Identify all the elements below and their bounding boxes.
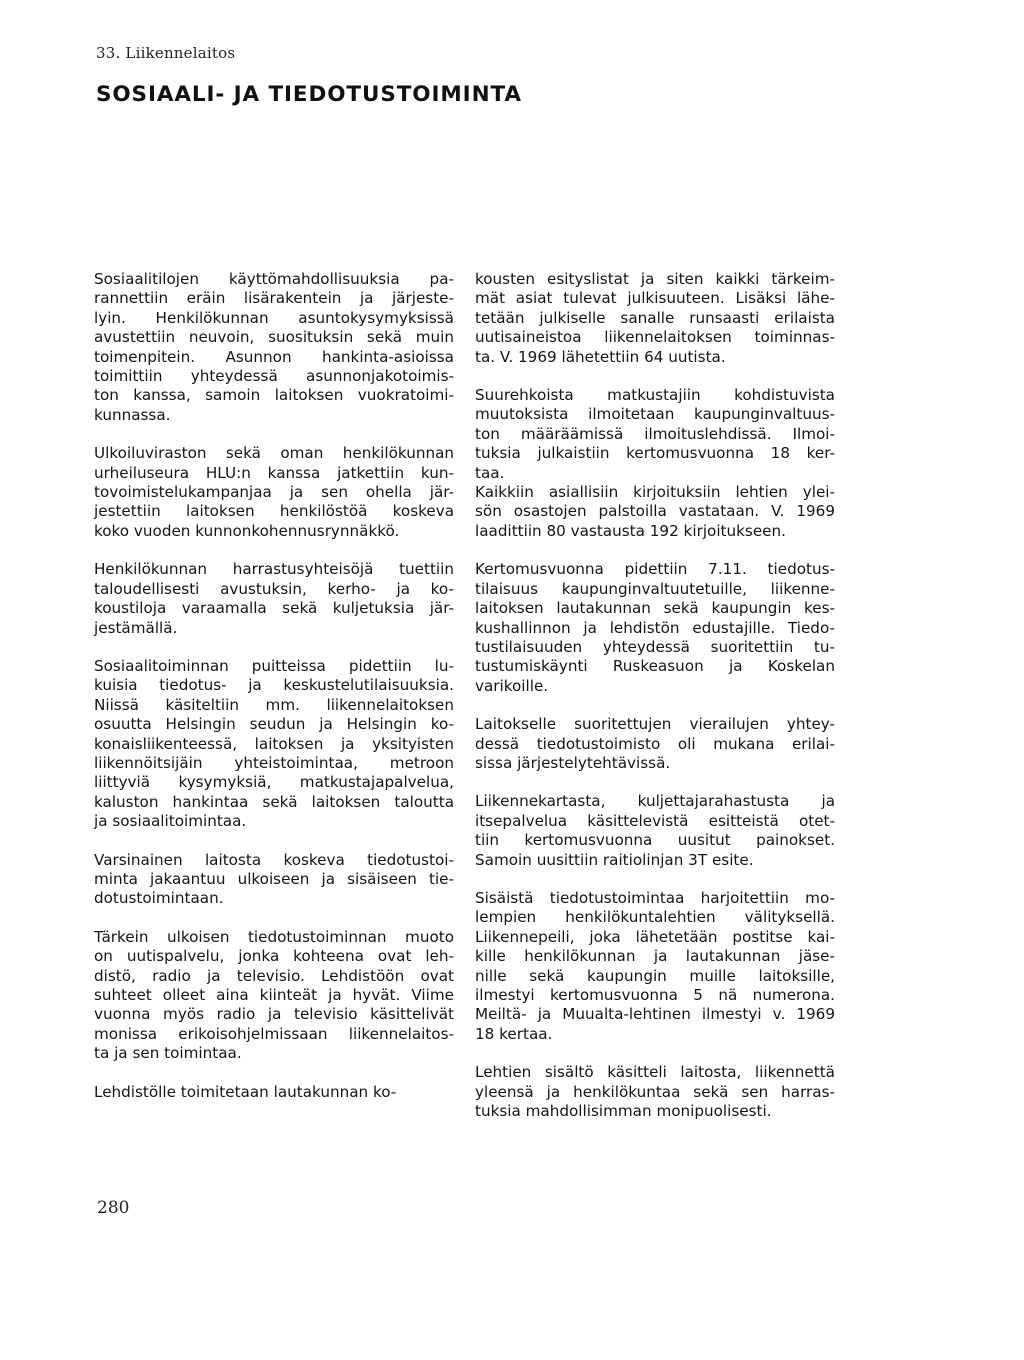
text-line: Kertomusvuonna pidettiin 7.11. tiedotus-: [475, 560, 835, 579]
text-line: toimittiin yhteydessä asunnonjakotoimis-: [94, 367, 454, 386]
text-line: varikoille.: [475, 676, 549, 695]
text-line: dotustoimintaan.: [94, 889, 224, 908]
text-line: ta. V. 1969 lähetettiin 64 uutista.: [475, 347, 726, 366]
text-line: osuutta Helsingin seudun ja Helsingin ko-: [94, 715, 454, 734]
text-line: kille henkilökunnan ja lautakunnan jäse-: [475, 947, 835, 966]
paragraph: [94, 270, 454, 425]
text-line: Liikennekartasta, kuljettajarahastusta ja: [475, 792, 835, 811]
text-line: kunnassa.: [94, 405, 171, 424]
text-line: tustilaisuuden yhteydessä suoritettiin tu-: [475, 637, 835, 656]
paragraph: [475, 1063, 835, 1121]
text-line: Laitokselle suoritettujen vierailujen yhtey-: [475, 715, 835, 734]
text-line: Lehdistölle toimitetaan lautakunnan ko-: [94, 1082, 397, 1101]
paragraph: [94, 928, 454, 1064]
text-line: tuksia mahdollisimman monipuolisesti.: [475, 1102, 772, 1121]
text-line: Lehtien sisältö käsitteli laitosta, liikennettä: [475, 1063, 835, 1082]
paragraph: [475, 270, 835, 367]
text-line: kushallinnon ja lehdistön edustajille. Tiedo-: [475, 618, 835, 637]
paragraph: [475, 483, 835, 541]
text-line: muutoksista ilmoitetaan kaupunginvaltuus-: [475, 405, 835, 424]
text-line: tiin kertomusvuonna uusitut painokset.: [475, 831, 835, 850]
text-line: Suurehkoista matkustajiin kohdistuvista: [475, 386, 835, 405]
text-line: Samoin uusittiin raitiolinjan 3T esite.: [475, 850, 754, 869]
text-line: sön osastojen palstoilla vastataan. V. 1969: [475, 502, 835, 521]
text-line: toimenpitein. Asunnon hankinta-asioissa: [94, 347, 454, 366]
text-line: kousten esityslistat ja siten kaikki tärkeim-: [475, 270, 835, 288]
text-line: itsepalvelua käsittelevistä esitteistä otet-: [475, 811, 835, 830]
text-line: minta jakaantuu ulkoiseen ja sisäiseen tie-: [94, 869, 454, 888]
text-line: jestämällä.: [94, 618, 178, 637]
text-line: tilaisuus kaupunginvaltuutetuille, liikenne-: [475, 579, 835, 598]
right-text-column: [475, 270, 835, 1140]
text-line: sissa järjestelytehtävissä.: [475, 753, 671, 772]
text-line: jestettiin laitoksen henkilöstöä koskeva: [94, 502, 454, 521]
text-line: koustiloja varaamalla sekä kuljetuksia jär-: [94, 599, 454, 618]
text-line: lyin. Henkilökunnan asuntokysymyksissä: [94, 308, 454, 327]
text-line: dessä tiedotustoimisto oli mukana erilai-: [475, 734, 835, 753]
running-head: 33. Liikennelaitos: [96, 44, 236, 62]
text-line: on uutispalvelu, jonka kohteena ovat leh-: [94, 947, 454, 966]
text-line: ilmestyi kertomusvuonna 5 nä numerona.: [475, 986, 835, 1004]
text-line: koko vuoden kunnonkohennusrynnäkkö.: [94, 521, 400, 540]
text-line: tuksia julkaistiin kertomusvuonna 18 ker-: [475, 444, 835, 463]
paragraph: [94, 851, 454, 909]
paragraph: [94, 657, 454, 832]
text-line: mät asiat tulevat julkisuuteen. Lisäksi lähe-: [475, 289, 835, 308]
text-line: Sosiaalitilojen käyttömahdollisuuksia pa-: [94, 270, 454, 288]
text-line: 18 kertaa.: [475, 1024, 553, 1043]
text-line: avustettiin neuvoin, suosituksin sekä muin: [94, 328, 454, 347]
text-line: liittyviä kysymyksiä, matkustajapalvelua,: [94, 773, 454, 792]
text-line: nille sekä kaupungin muille laitoksille,: [475, 966, 835, 985]
text-line: ton määräämissä ilmoituslehdissä. Ilmoi-: [475, 424, 835, 443]
text-line: ton kanssa, samoin laitoksen vuokratoimi-: [94, 386, 454, 405]
text-line: liikennöitsijäin yhteistoimintaa, metroon: [94, 753, 454, 772]
text-line: ta ja sen toimintaa.: [94, 1044, 242, 1063]
paragraph: [475, 792, 835, 870]
text-line: uutisaineistoa liikennelaitoksen toiminnas-: [475, 328, 835, 347]
section-title: SOSIAALI- JA TIEDOTUSTOIMINTA: [96, 82, 522, 107]
paragraph: [475, 560, 835, 696]
text-line: urheiluseura HLU:n kanssa jatkettiin kun-: [94, 463, 454, 482]
text-line: Liikennepeili, joka lähetetään postitse kai-: [475, 927, 835, 946]
paragraph: [475, 715, 835, 773]
text-line: Meiltä- ja Muualta-lehtinen ilmestyi v. 1969: [475, 1005, 835, 1024]
text-line: lempien henkilökuntalehtien välityksellä.: [475, 908, 835, 927]
text-line: tustumiskäynti Ruskeasuon ja Koskelan: [475, 657, 835, 676]
text-line: laadittiin 80 vastausta 192 kirjoitukseen.: [475, 521, 786, 540]
text-line: ja sosiaalitoimintaa.: [94, 812, 247, 831]
text-line: rannettiin eräin lisärakentein ja järjeste-: [94, 289, 454, 308]
text-line: monissa erikoisohjelmissaan liikennelaitos-: [94, 1024, 454, 1043]
paragraph: [475, 386, 835, 483]
text-line: tovoimistelukampanjaa ja sen ohella jär-: [94, 483, 454, 502]
left-text-column: [94, 270, 454, 1121]
page-number: 280: [97, 1198, 130, 1218]
text-line: Ulkoiluviraston sekä oman henkilökunnan: [94, 444, 454, 463]
text-line: kuisia tiedotus- ja keskustelutilaisuuksia.: [94, 676, 454, 695]
text-line: Sosiaalitoiminnan puitteissa pidettiin lu-: [94, 656, 454, 675]
text-line: Niissä käsiteltiin mm. liikennelaitoksen: [94, 695, 454, 714]
text-line: Henkilökunnan harrastusyhteisöjä tuettiin: [94, 560, 454, 579]
text-line: Tärkein ulkoisen tiedotustoiminnan muoto: [94, 927, 454, 946]
text-line: konaisliikenteessä, laitoksen ja yksityisten: [94, 734, 454, 753]
paragraph: [94, 1083, 454, 1102]
text-line: Kaikkiin asiallisiin kirjoituksiin lehtien ylei-: [475, 483, 835, 502]
paragraph: [94, 560, 454, 638]
text-line: tetään julkiselle sanalle runsaasti erilaista: [475, 308, 835, 327]
text-line: kaluston hankintaa sekä laitoksen taloutta: [94, 792, 454, 811]
paragraph: [475, 889, 835, 1044]
text-line: suhteet olleet aina kiinteät ja hyvät. Viime: [94, 986, 454, 1004]
text-line: laitoksen lautakunnan sekä kaupungin kes-: [475, 599, 835, 618]
text-line: taa.: [475, 463, 505, 482]
text-line: distö, radio ja televisio. Lehdistöön ovat: [94, 966, 454, 985]
text-line: taloudellisesti avustuksin, kerho- ja ko-: [94, 579, 454, 598]
paragraph: [94, 444, 454, 541]
text-line: yleensä ja henkilökuntaa sekä sen harras-: [475, 1082, 835, 1101]
text-line: vuonna myös radio ja televisio käsittelivät: [94, 1005, 454, 1024]
text-line: Varsinainen laitosta koskeva tiedotustoi-: [94, 850, 454, 869]
text-line: Sisäistä tiedotustoimintaa harjoitettiin mo-: [475, 888, 835, 907]
